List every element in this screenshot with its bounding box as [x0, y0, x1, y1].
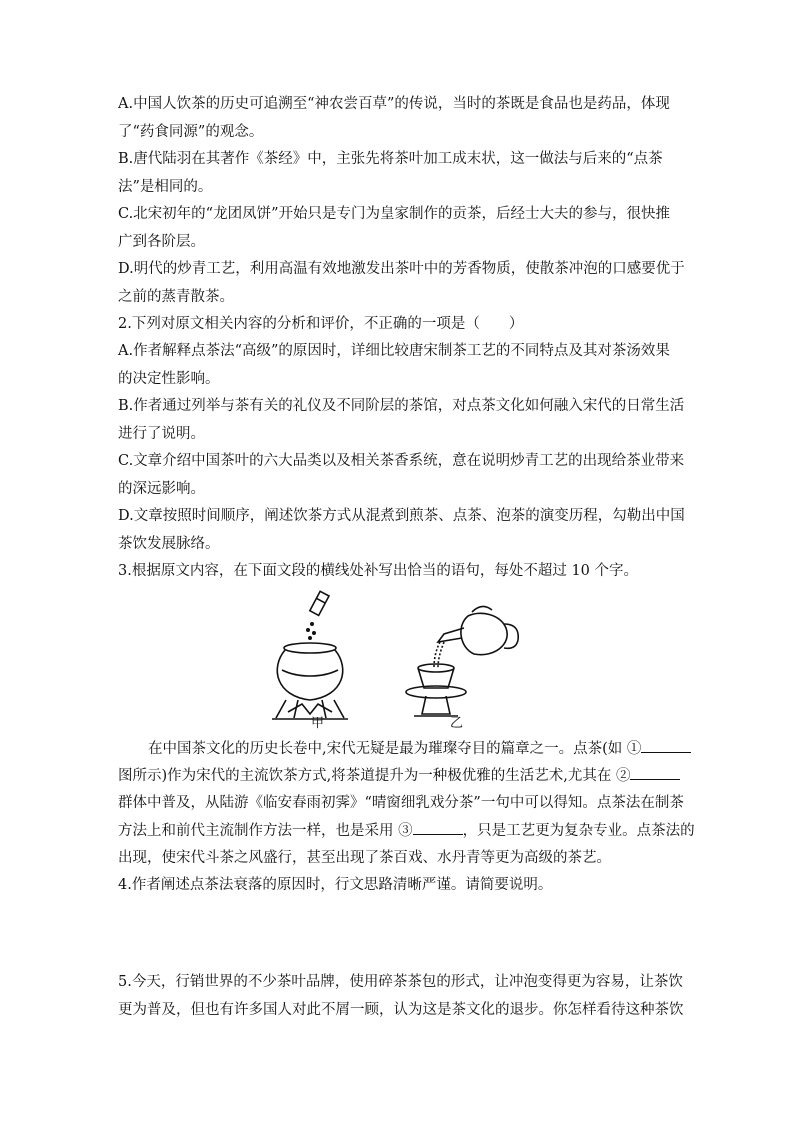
- q3-text: 图所示)作为宋代的主流饮茶方式,将茶道提升为一种极优雅的生活艺术,尤其在: [118, 768, 612, 784]
- q2-stem: 2.下列对原文相关内容的分析和评价，不正确的一项是（ ）: [118, 316, 524, 332]
- q3-stem: 3.根据原文内容，在下面文段的横线处补写出恰当的语句，每处不超过 10 个字。: [118, 563, 639, 579]
- caption-jia: 甲: [311, 716, 325, 731]
- q3-text: 在中国茶文化的历史长卷中,宋代无疑是最为璀璨夺目的篇章之一。点茶(如: [148, 741, 623, 757]
- q3-paragraph-line4: [118, 820, 695, 841]
- fill-blank-3[interactable]: [413, 820, 463, 835]
- q1-option-c-line1: C.北宋初年的“龙团凤饼”开始只是专门为皇家制作的贡茶，后经士大夫的参与，很快推: [118, 206, 671, 222]
- blank-1-marker: ①: [626, 741, 642, 757]
- q2-option-c-line2: 的深远影响。: [118, 481, 205, 497]
- q3-paragraph-line2: [118, 765, 680, 786]
- q2-option-d-line1: D.文章按照时间顺序，阐述饮茶方式从混煮到煎茶、点茶、泡茶的演变历程，勾勒出中国: [118, 508, 685, 524]
- q1-option-b-line1: B.唐代陆羽在其著作《茶经》中，主张先将茶叶加工成末状，这一做法与后来的“点茶: [118, 151, 663, 167]
- q2-option-a-line2: 的决定性影响。: [118, 371, 220, 387]
- q2-option-d-line2: 茶饮发展脉络。: [118, 536, 220, 552]
- q3-text: ，只是工艺更为复杂专业。点茶法的: [462, 823, 695, 839]
- fill-blank-1[interactable]: [641, 738, 691, 753]
- tea-ewer-and-cup-icon: [406, 606, 518, 716]
- fill-blank-2[interactable]: [630, 765, 680, 780]
- q3-text: 方法上和前代主流制作方法一样，也是采用: [118, 823, 394, 839]
- q1-option-b-line2: 法”是相同的。: [118, 179, 213, 195]
- tea-pot-on-fire-icon: [272, 591, 348, 719]
- q5-line2: 更为普及，但也有许多国人对此不屑一顾，认为这是茶文化的退步。你怎样看待这种茶饮: [118, 1002, 684, 1018]
- q1-option-a-line2: 了“药食同源”的观念。: [118, 124, 264, 140]
- q2-option-b-line1: B.作者通过列举与茶有关的礼仪及不同阶层的茶馆，对点茶文化如何融入宋代的日常生活: [118, 398, 685, 414]
- q3-paragraph-line1: [148, 738, 691, 759]
- blank-2-marker: ②: [615, 768, 631, 784]
- q3-paragraph-line5: 出现，使宋代斗茶之风盛行，甚至出现了茶百戏、水丹青等更为高级的茶艺。: [118, 850, 611, 866]
- q3-paragraph-line3: 群体中普及，从陆游《临安春雨初霁》“晴窗细乳戏分茶”一句中可以得知。点茶法在制茶: [118, 795, 684, 811]
- tea-illustration: [268, 588, 528, 728]
- q5-line1: 5.今天，行销世界的不少茶叶品牌，使用碎茶茶包的形式，让冲泡变得更为容易，让茶饮: [118, 974, 683, 990]
- q1-option-d-line1: D.明代的炒青工艺，利用高温有效地激发出茶叶中的芳香物质，使散茶冲泡的口感要优于: [118, 261, 685, 277]
- q1-option-d-line2: 之前的蒸青散茶。: [118, 289, 234, 305]
- q4-stem: 4.作者阐述点茶法衰落的原因时，行文思路清晰严谨。请简要说明。: [118, 877, 553, 893]
- q2-option-a-line1: A.作者解释点茶法“高级”的原因时，详细比较唐宋制茶工艺的不同特点及其对茶汤效果: [118, 343, 670, 359]
- q1-option-a-line1: A.中国人饮茶的历史可追溯至“神农尝百草”的传说，当时的茶既是食品也是药品，体现: [118, 96, 670, 112]
- q2-option-c-line1: C.文章介绍中国茶叶的六大品类以及相关茶香系统，意在说明炒青工艺的出现给茶业带来: [118, 453, 685, 469]
- q2-option-b-line2: 进行了说明。: [118, 426, 205, 442]
- caption-yi: 乙: [450, 716, 464, 731]
- blank-3-marker: ③: [398, 823, 413, 839]
- q1-option-c-line2: 广到各阶层。: [118, 234, 205, 250]
